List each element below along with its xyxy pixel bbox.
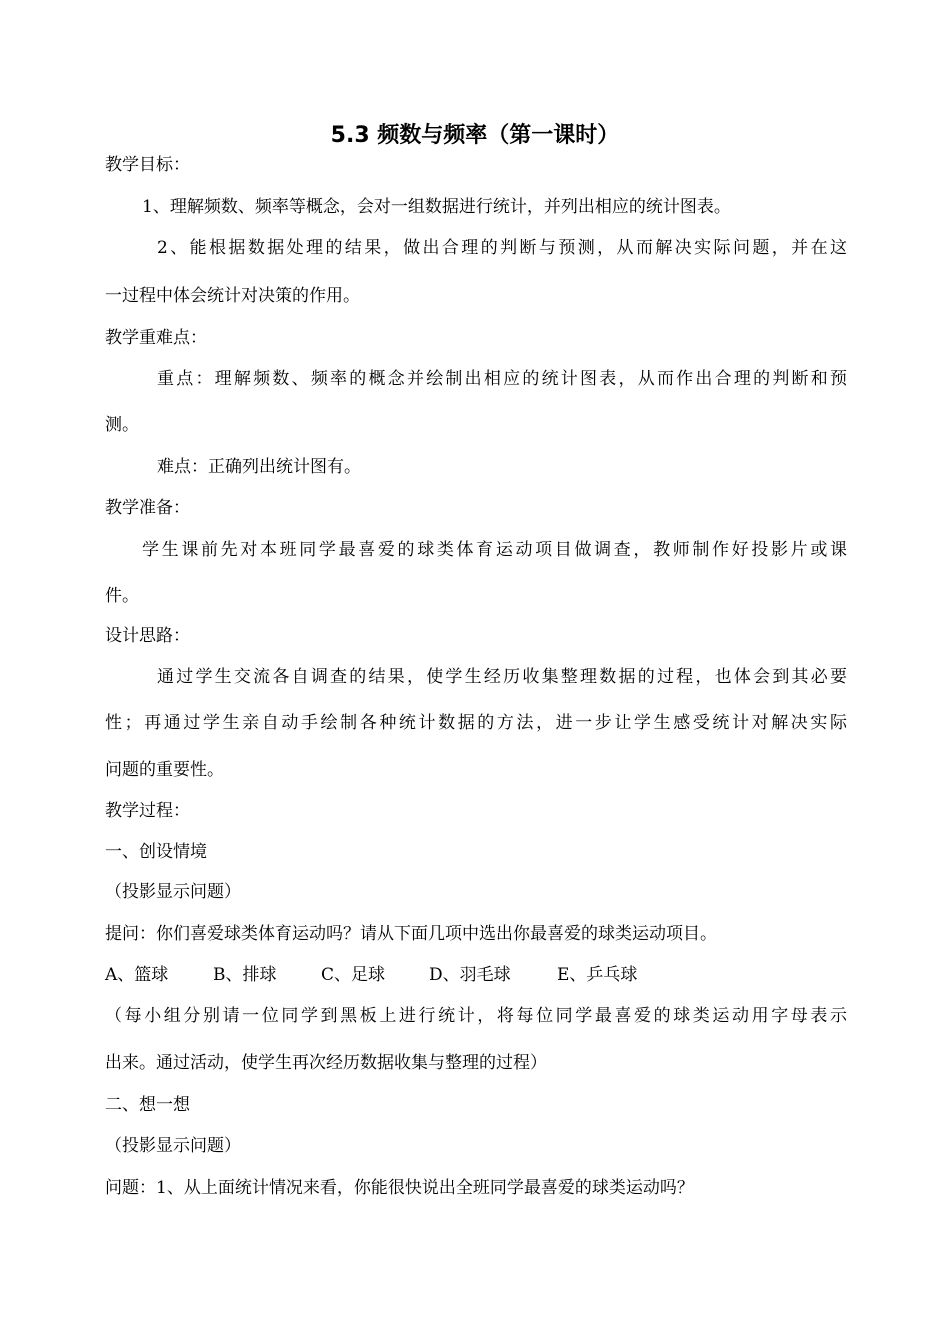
step-2-question: 问题：1、从上面统计情况来看，你能很快说出全班同学最喜爱的球类运动吗？ bbox=[105, 1178, 694, 1198]
preparation-heading: 教学准备： bbox=[105, 498, 190, 518]
design-heading: 设计思路： bbox=[105, 626, 190, 646]
step-1-projection: （投影显示问题） bbox=[105, 882, 241, 902]
design-line-3: 问题的重要性。 bbox=[105, 760, 224, 780]
design-line-1: 通过学生交流各自调查的结果，使学生经历收集整理数据的过程，也体会到其必要 bbox=[157, 667, 847, 687]
document-title: 5.3 频数与频率（第一课时） bbox=[330, 123, 620, 148]
choice-e: E、乒乓球 bbox=[557, 965, 638, 985]
step-2-heading: 二、想一想 bbox=[105, 1095, 190, 1115]
difficulty-point: 难点：正确列出统计图有。 bbox=[157, 457, 361, 477]
choice-d: D、羽毛球 bbox=[429, 965, 511, 985]
preparation-line-1: 学生课前先对本班同学最喜爱的球类体育运动项目做调查，教师制作好投影片或课 bbox=[142, 540, 847, 560]
design-line-2: 性；再通过学生亲自动手绘制各种统计数据的方法，进一步让学生感受统计对解决实际 bbox=[105, 713, 847, 733]
choice-a: A、篮球 bbox=[105, 965, 169, 985]
process-heading: 教学过程： bbox=[105, 801, 190, 821]
choice-b: B、排球 bbox=[213, 965, 277, 985]
step-1-note-line-2: 出来。通过活动，使学生再次经历数据收集与整理的过程） bbox=[105, 1053, 547, 1073]
step-1-heading: 一、创设情境 bbox=[105, 842, 207, 862]
objective-2-line-1: 2、能根据数据处理的结果，做出合理的判断与预测，从而解决实际问题，并在这 bbox=[157, 238, 847, 258]
objective-2-line-2: 一过程中体会统计对决策的作用。 bbox=[105, 286, 360, 306]
key-points-heading: 教学重难点： bbox=[105, 328, 207, 348]
step-1-question: 提问：你们喜爱球类体育运动吗？请从下面几项中选出你最喜爱的球类运动项目。 bbox=[105, 924, 717, 944]
step-1-note-line-1: （每小组分别请一位同学到黑板上进行统计，将每位同学最喜爱的球类运动用字母表示 bbox=[105, 1006, 847, 1026]
objective-1: 1、理解频数、频率等概念，会对一组数据进行统计，并列出相应的统计图表。 bbox=[142, 197, 731, 217]
step-2-projection: （投影显示问题） bbox=[105, 1136, 241, 1156]
key-point-line-2: 测。 bbox=[105, 415, 139, 435]
preparation-line-2: 件。 bbox=[105, 586, 139, 606]
choice-c: C、足球 bbox=[321, 965, 386, 985]
objectives-heading: 教学目标： bbox=[105, 155, 190, 175]
key-point-line-1: 重点：理解频数、频率的概念并绘制出相应的统计图表，从而作出合理的判断和预 bbox=[157, 369, 847, 389]
